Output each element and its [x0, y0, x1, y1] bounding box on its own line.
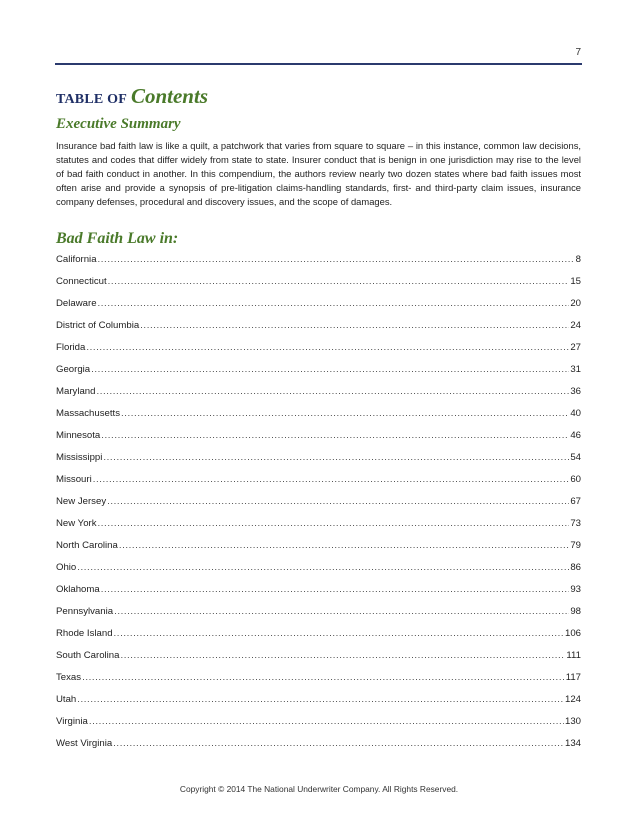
title-prefix: TABLE OF [56, 92, 127, 107]
toc-entry-label: Georgia [56, 364, 91, 375]
toc-entry-ohio[interactable] [56, 560, 581, 582]
toc-entry-page: 15 [570, 276, 581, 287]
toc-leader-dots [108, 274, 570, 290]
toc-entry-label: District of Columbia [56, 320, 140, 331]
toc-list [56, 252, 581, 758]
toc-leader-dots [77, 692, 564, 708]
toc-leader-dots [98, 296, 570, 312]
toc-entry-page: 46 [570, 430, 581, 441]
toc-entry-rhode-island[interactable] [56, 626, 581, 648]
toc-entry-page: 86 [570, 562, 581, 573]
toc-entry-label: Texas [56, 672, 82, 683]
title-main: Contents [130, 84, 208, 108]
toc-entry-page: 106 [564, 628, 581, 639]
copyright-footer: Copyright © 2014 The National Underwriter Company. All Rights Reserved. [179, 784, 459, 794]
toc-entry-label: Connecticut [56, 276, 107, 287]
toc-leader-dots [121, 406, 569, 422]
toc-entry-page: 117 [565, 672, 581, 683]
toc-entry-connecticut[interactable] [56, 274, 581, 296]
toc-entry-new-jersey[interactable] [56, 494, 581, 516]
toc-entry-page: 24 [570, 320, 581, 331]
toc-leader-dots [107, 494, 569, 510]
toc-entry-page: 111 [566, 650, 581, 661]
toc-entry-page: 79 [570, 540, 581, 551]
toc-entry-georgia[interactable] [56, 362, 581, 384]
toc-entry-oklahoma[interactable] [56, 582, 581, 604]
toc-entry-label: West Virginia [56, 738, 113, 749]
toc-entry-utah[interactable] [56, 692, 581, 714]
toc-leader-dots [98, 516, 570, 532]
toc-entry-page: 98 [570, 606, 581, 617]
toc-leader-dots [91, 362, 569, 378]
toc-entry-label: Delaware [56, 298, 97, 309]
toc-entry-mississippi[interactable] [56, 450, 581, 472]
toc-entry-california[interactable] [56, 252, 581, 274]
toc-entry-district-of-columbia[interactable] [56, 318, 581, 340]
toc-entry-page: 31 [570, 364, 581, 375]
toc-entry-label: Ohio [56, 562, 77, 573]
toc-entry-maryland[interactable] [56, 384, 581, 406]
bad-faith-law-heading: Bad Faith Law in: [56, 230, 179, 247]
toc-leader-dots [93, 472, 570, 488]
executive-summary-text: Insurance bad faith law is like a quilt, a patchwork that varies from square to square – in this instance, common law decisions, statutes and codes that differ widely from state to state. Insurer conduct that is benign in one jurisdiction may rise to the level of bad faith conduct in another. In this compendium, the authors review nearly two dozen states where bad faith issues most often arise and provide a synopsis of pre-litigation claims-handling standards, first- and third-party claim issues, insurance company defenses, procedural and discovery issues, and the scope of damages. [56, 140, 581, 208]
toc-leader-dots [140, 318, 569, 334]
toc-leader-dots [98, 252, 575, 268]
toc-leader-dots [86, 340, 569, 356]
toc-entry-label: New Jersey [56, 496, 107, 507]
toc-entry-page: 8 [575, 254, 581, 265]
header-rule [55, 63, 582, 65]
toc-entry-massachusetts[interactable] [56, 406, 581, 428]
toc-leader-dots [114, 604, 569, 620]
toc-entry-page: 54 [570, 452, 581, 463]
toc-entry-texas[interactable] [56, 670, 581, 692]
toc-entry-label: Rhode Island [56, 628, 113, 639]
toc-entry-florida[interactable] [56, 340, 581, 362]
toc-leader-dots [113, 736, 564, 752]
toc-leader-dots [101, 428, 569, 444]
toc-leader-dots [96, 384, 569, 400]
toc-entry-page: 124 [564, 694, 581, 705]
toc-entry-label: Maryland [56, 386, 96, 397]
toc-entry-label: Minnesota [56, 430, 101, 441]
toc-entry-page: 20 [570, 298, 581, 309]
toc-entry-virginia[interactable] [56, 714, 581, 736]
page-number: 7 [575, 47, 581, 58]
toc-entry-new-york[interactable] [56, 516, 581, 538]
toc-leader-dots [114, 626, 564, 642]
toc-entry-page: 134 [564, 738, 581, 749]
toc-entry-page: 67 [570, 496, 581, 507]
toc-entry-page: 40 [570, 408, 581, 419]
page-title [56, 84, 208, 109]
toc-entry-page: 27 [570, 342, 581, 353]
toc-entry-pennsylvania[interactable] [56, 604, 581, 626]
toc-entry-page: 130 [564, 716, 581, 727]
toc-entry-label: Oklahoma [56, 584, 100, 595]
toc-entry-label: California [56, 254, 97, 265]
toc-entry-page: 36 [570, 386, 581, 397]
toc-entry-page: 73 [570, 518, 581, 529]
toc-entry-label: New York [56, 518, 97, 529]
toc-entry-north-carolina[interactable] [56, 538, 581, 560]
executive-summary-heading: Executive Summary [56, 116, 181, 132]
toc-leader-dots [82, 670, 565, 686]
toc-entry-label: Pennsylvania [56, 606, 114, 617]
toc-entry-label: Florida [56, 342, 86, 353]
toc-entry-missouri[interactable] [56, 472, 581, 494]
toc-entry-label: Utah [56, 694, 77, 705]
toc-leader-dots [101, 582, 570, 598]
toc-entry-label: Mississippi [56, 452, 103, 463]
toc-entry-page: 60 [570, 474, 581, 485]
toc-entry-label: Virginia [56, 716, 88, 727]
toc-entry-page: 93 [570, 584, 581, 595]
toc-entry-minnesota[interactable] [56, 428, 581, 450]
toc-leader-dots [103, 450, 569, 466]
toc-leader-dots [77, 560, 569, 576]
toc-entry-label: North Carolina [56, 540, 118, 551]
toc-entry-label: Missouri [56, 474, 92, 485]
toc-entry-label: Massachusetts [56, 408, 120, 419]
toc-leader-dots [120, 648, 565, 664]
toc-leader-dots [89, 714, 564, 730]
toc-entry-south-carolina[interactable] [56, 648, 581, 670]
toc-entry-west-virginia[interactable] [56, 736, 581, 758]
toc-leader-dots [119, 538, 569, 554]
toc-entry-delaware[interactable] [56, 296, 581, 318]
toc-entry-label: South Carolina [56, 650, 120, 661]
